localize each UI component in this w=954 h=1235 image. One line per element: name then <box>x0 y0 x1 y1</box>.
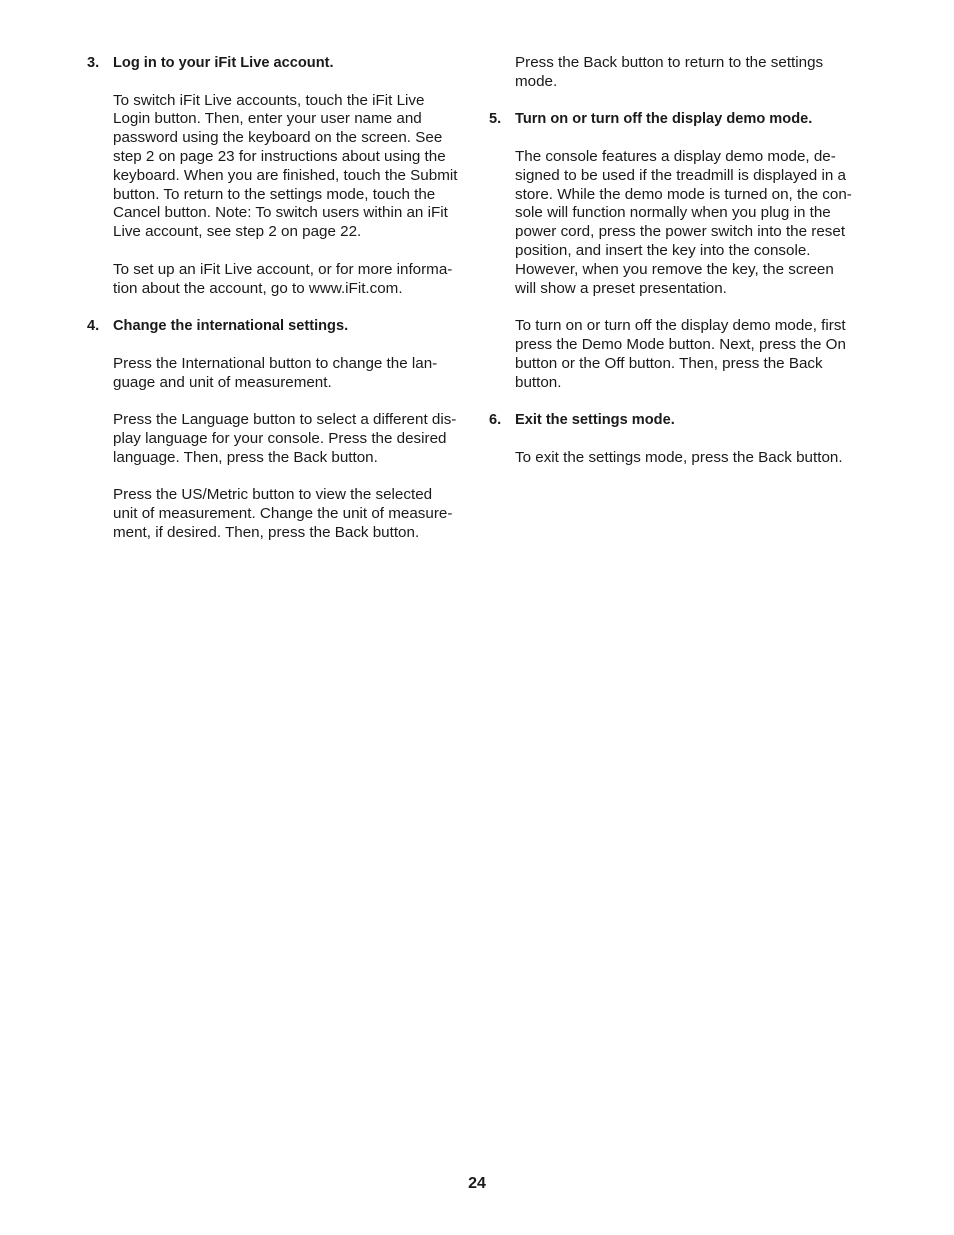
step-title: Exit the settings mode. <box>515 412 675 429</box>
step-title: Change the international settings. <box>113 318 349 335</box>
step-4-heading <box>87 317 472 336</box>
step-3-paragraph-1: To switch iFit Live accounts, touch the iFit Live Login button. Then, enter your user name and password using the keyboard on the screen. See step 2 on page 23 for instructions about using the keyboard. When you are finished, touch the Submit button. To return to the settings mode, touch the Cancel button. Note: To switch users within an iFit Live account, see step 2 on page 22. <box>113 91 458 241</box>
step-number: 4. <box>87 318 100 335</box>
step-6-section <box>489 411 874 467</box>
step-4-paragraph-3: Press the US/Metric button to view the selected unit of measurement. Change the unit of measure- ment, if desired. Then, press the Back button. <box>113 486 453 541</box>
step-5-paragraph-2: To turn on or turn off the display demo mode, first press the Demo Mode button. Next, press the On button or the Off button. Then, press the Back button. <box>515 317 846 391</box>
step-4-paragraph-1: Press the International button to change the lan- guage and unit of measurement. <box>113 354 438 391</box>
left-column <box>87 54 472 543</box>
step-title: Log in to your iFit Live account. <box>113 55 334 71</box>
step-number: 3. <box>87 55 100 71</box>
right-column <box>489 54 874 468</box>
step-3-section <box>87 54 472 298</box>
step-number: 6. <box>489 412 502 429</box>
step-5-heading <box>489 110 874 129</box>
step-number: 5. <box>489 111 502 128</box>
step-3-paragraph-2: To set up an iFit Live account, or for more informa- tion about the account, go to www.iFit.com. <box>113 260 453 297</box>
step-4-section <box>87 317 472 543</box>
step-title: Turn on or turn off the display demo mode. <box>515 111 813 128</box>
step-6-heading <box>489 411 874 430</box>
step-6-paragraph-1: To exit the settings mode, press the Back button. <box>515 448 843 466</box>
step-4-paragraph-2: Press the Language button to select a different dis- play language for your console. Press the desired language. Then, press the Back button. <box>113 411 457 466</box>
step-3-heading <box>87 54 472 73</box>
page-number: 24 <box>468 1175 486 1192</box>
step-5-paragraph-1: The console features a display demo mode, de- signed to be used if the treadmill is displayed in a store. While the demo mode is turned on, the con- sole will function normally when you plug in the power cord, press the power switch into the reset position, and insert the key into the console. However, when you remove the key, the screen will show a preset presentation. <box>515 147 852 297</box>
step-5-section <box>489 110 874 392</box>
continuation-paragraph: Press the Back button to return to the settings mode. <box>515 54 824 90</box>
